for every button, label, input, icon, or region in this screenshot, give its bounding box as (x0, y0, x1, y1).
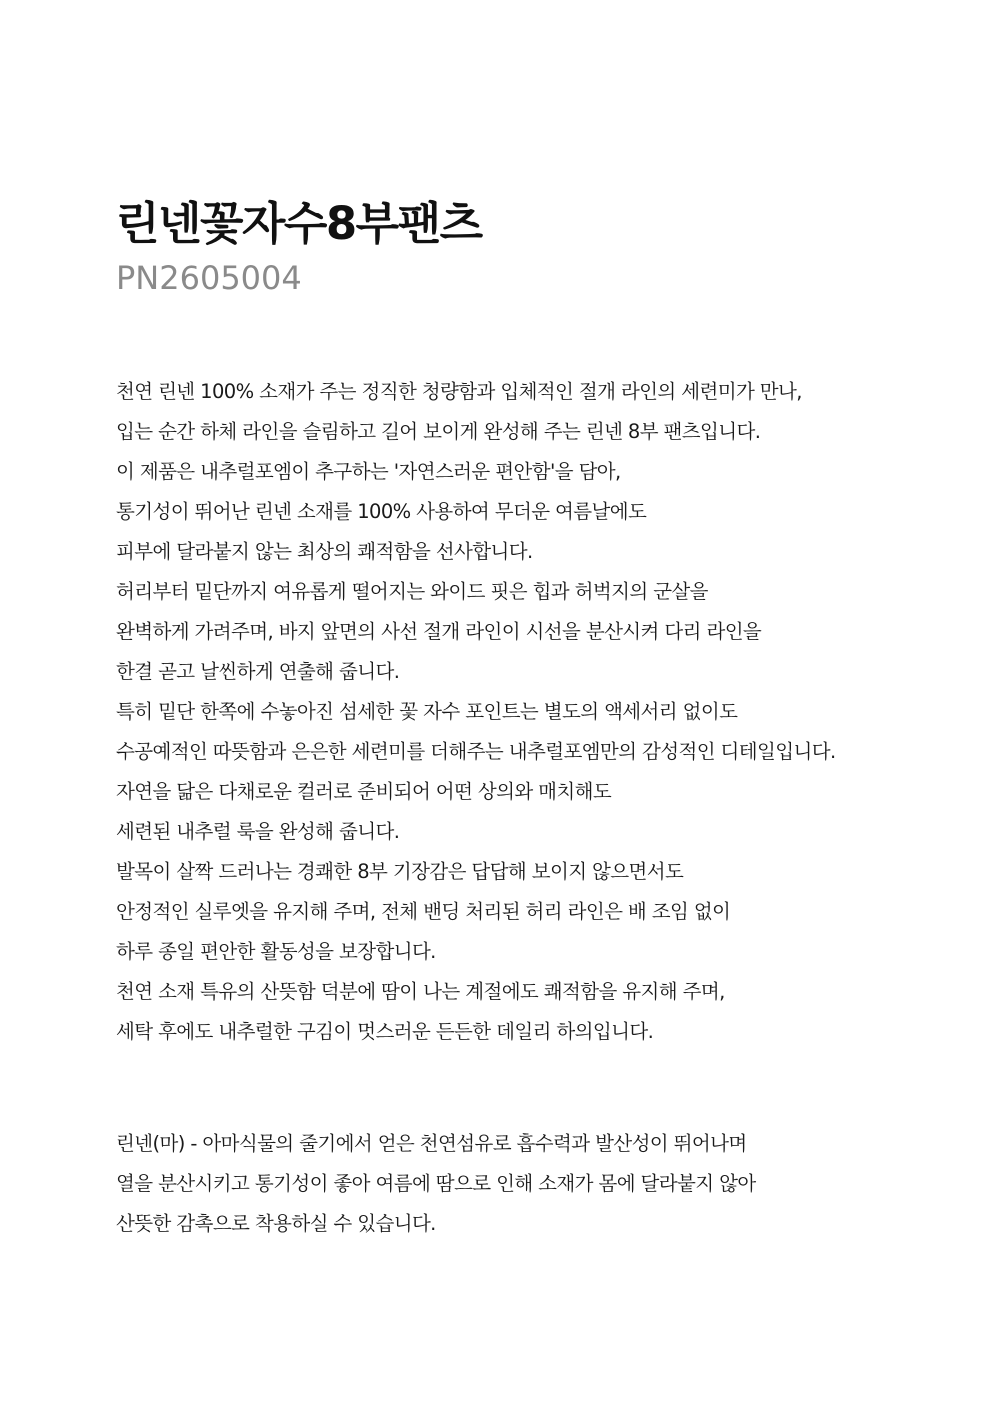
description-line: 입는 순간 하체 라인을 슬림하고 길어 보이게 완성해 주는 린넨 8부 팬츠입니다. (116, 420, 761, 443)
description-line: 통기성이 뛰어난 린넨 소재를 100% 사용하여 무더운 여름날에도 (116, 500, 647, 523)
description-line: 천연 린넨 100% 소재가 주는 정직한 청량함과 입체적인 절개 라인의 세련미가 만나, (116, 380, 802, 403)
description-line: 허리부터 밑단까지 여유롭게 떨어지는 와이드 핏은 힙과 허벅지의 군살을 (116, 580, 708, 603)
product-code: PN2605004 (116, 259, 302, 297)
description-line: 피부에 달라붙지 않는 최상의 쾌적함을 선사합니다. (116, 540, 533, 563)
description-line: 특히 밑단 한쪽에 수놓아진 섬세한 꽃 자수 포인트는 별도의 액세서리 없이도 (116, 700, 738, 723)
description-line: 수공예적인 따뜻함과 은은한 세련미를 더해주는 내추럴포엠만의 감성적인 디테일입니다. (116, 740, 836, 763)
description-line: 한결 곧고 날씬하게 연출해 줍니다. (116, 660, 400, 683)
description-line: 발목이 살짝 드러나는 경쾌한 8부 기장감은 답답해 보이지 않으면서도 (116, 860, 684, 883)
material-note-line: 린넨(마) - 아마식물의 줄기에서 얻은 천연섬유로 흡수력과 발산성이 뛰어나며 (116, 1132, 747, 1155)
description-line: 하루 종일 편안한 활동성을 보장합니다. (116, 940, 436, 963)
description-line: 천연 소재 특유의 산뜻함 덕분에 땀이 나는 계절에도 쾌적함을 유지해 주며, (116, 980, 725, 1003)
material-note (116, 1124, 756, 1244)
product-title: 린넨꽃자수8부팬츠 (116, 197, 482, 250)
material-note-line: 산뜻한 감촉으로 착용하실 수 있습니다. (116, 1212, 436, 1235)
description-line: 안정적인 실루엣을 유지해 주며, 전체 밴딩 처리된 허리 라인은 배 조임 없이 (116, 900, 731, 923)
description-line: 완벽하게 가려주며, 바지 앞면의 사선 절개 라인이 시선을 분산시켜 다리 라인을 (116, 620, 762, 643)
material-note-line: 열을 분산시키고 통기성이 좋아 여름에 땀으로 인해 소재가 몸에 달라붙지 않아 (116, 1172, 756, 1195)
description-line: 이 제품은 내추럴포엠이 추구하는 '자연스러운 편안함'을 담아, (116, 460, 621, 483)
description-line: 자연을 닮은 다채로운 컬러로 준비되어 어떤 상의와 매치해도 (116, 780, 612, 803)
description-line: 세련된 내추럴 룩을 완성해 줍니다. (116, 820, 400, 843)
product-description (116, 372, 836, 1052)
description-line: 세탁 후에도 내추럴한 구김이 멋스러운 든든한 데일리 하의입니다. (116, 1020, 654, 1043)
